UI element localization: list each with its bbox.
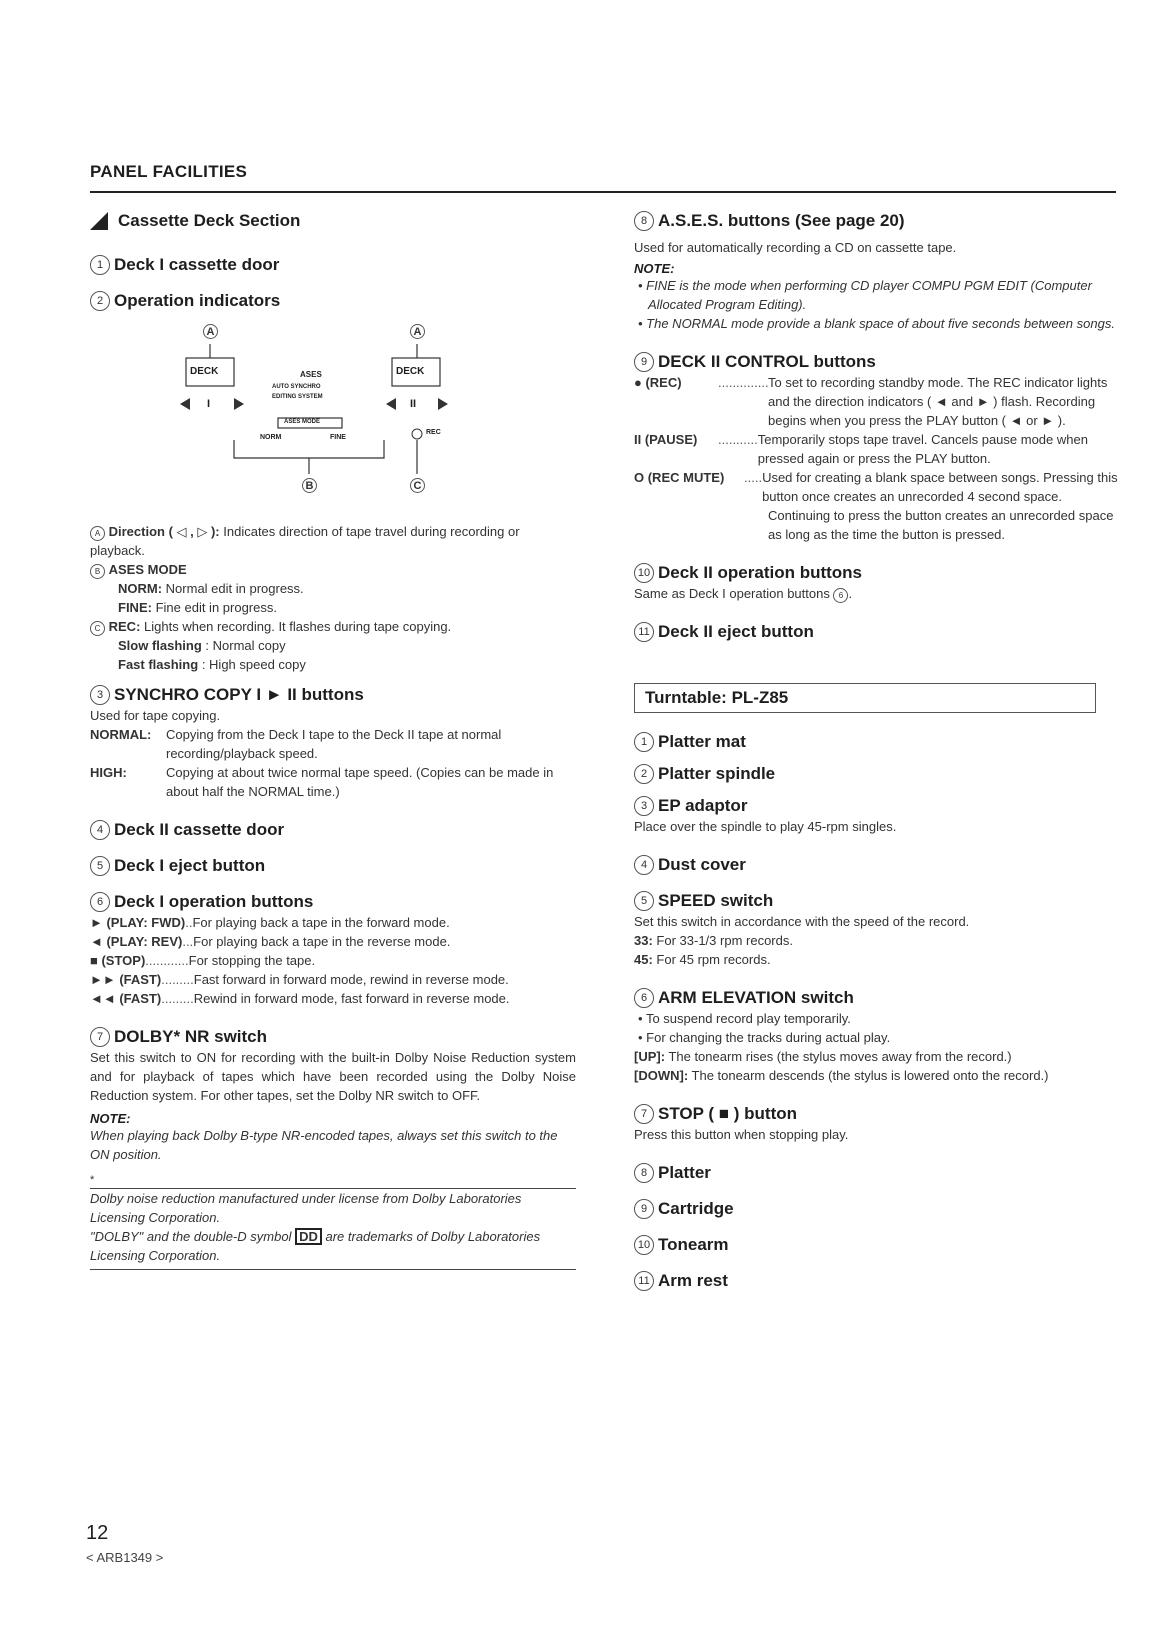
item-tonearm: 10 Tonearm (634, 1234, 1120, 1256)
ases-label: ASES (300, 370, 322, 379)
op-row: ■ (STOP) ............ For stopping the tape. (90, 953, 316, 968)
header-rule (90, 191, 1116, 193)
cassette-deck-section-heading: Cassette Deck Section (90, 210, 576, 232)
number-badge: 10 (634, 1235, 654, 1255)
item-deck2-eject: 11 Deck II eject button (634, 621, 1120, 643)
number-badge: 7 (634, 1104, 654, 1124)
cassette-icon (90, 212, 108, 230)
callout-b: B (302, 478, 317, 493)
item-platter-mat: 1 Platter mat (634, 731, 1120, 753)
number-badge: 3 (634, 796, 654, 816)
item-deck2-control: 9 DECK II CONTROL buttons (634, 351, 1120, 373)
op-row: ►► (FAST) ......... Fast forward in forward mode, rewind in reverse mode. (90, 972, 509, 987)
deck2-numeral: II (410, 398, 417, 410)
number-badge: 5 (634, 891, 654, 911)
op-row: ◄ (PLAY: REV) ... For playing back a tape in the reverse mode. (90, 934, 451, 949)
item-deck1-operation: 6 Deck I operation buttons (90, 891, 576, 913)
number-badge: 3 (90, 685, 110, 705)
item-deck1-door: 1 Deck I cassette door (90, 254, 576, 276)
page-number: 12 (86, 1522, 109, 1544)
deck1-numeral: I (207, 398, 211, 410)
norm-label: NORM (260, 434, 282, 441)
item-arm-rest: 11 Arm rest (634, 1270, 1120, 1292)
item-deck1-eject: 5 Deck I eject button (90, 855, 576, 877)
number-badge: 5 (90, 856, 110, 876)
item-ep-adaptor: 3 EP adaptor (634, 795, 1120, 817)
number-badge: 8 (634, 1163, 654, 1183)
normal-row: NORMAL: Copying from the Deck I tape to the Deck II tape at normal recording/playback speed. (90, 727, 502, 761)
item-operation-indicators: 2 Operation indicators (90, 290, 576, 312)
number-badge: 10 (634, 563, 654, 583)
indicator-legend: A Direction ( ◁ , ▷ ): Indicates direction of tape travel during recording or playback. B ASES MODE NORM: Normal edit in progress. FINE: Fine edit in progress. C REC: Lights when recording. It flashes during tape copying. Slow flashing : Normal copy Fast flashing : High speed copy (90, 524, 520, 672)
page-section-title: PANEL FACILITIES (90, 162, 248, 181)
item-platter-spindle: 2 Platter spindle (634, 763, 1120, 785)
item-speed-switch: 5 SPEED switch (634, 890, 1120, 912)
note-bullet: • FINE is the mode when performing CD player COMPU PGM EDIT (Computer Allocated Program Editing). (638, 278, 1092, 312)
indicator-diagram-lines (172, 322, 472, 512)
fine-label: FINE (330, 434, 346, 441)
note-bullet: • The NORMAL mode provide a blank space of about five seconds between songs. (638, 316, 1115, 331)
item-platter: 8 Platter (634, 1162, 1120, 1184)
deck2-label: DECK (396, 366, 425, 377)
number-badge: 9 (634, 352, 654, 372)
callout-a-left: A (203, 324, 218, 339)
number-badge: 6 (634, 988, 654, 1008)
item-synchro-copy: 3 SYNCHRO COPY I ► II buttons (90, 684, 576, 706)
number-badge: 4 (90, 820, 110, 840)
op-row: ► (PLAY: FWD) .. For playing back a tape in the forward mode. (90, 915, 450, 930)
pause-row: II (PAUSE) ........... Temporarily stops tape travel. Cancels pause mode when pressed again or press the PLAY button. (634, 432, 1088, 466)
callout-a-right: A (410, 324, 425, 339)
number-badge: 9 (634, 1199, 654, 1219)
number-badge: 4 (634, 855, 654, 875)
rec-mute-row: O (REC MUTE) ..... Used for creating a blank space between songs. Pressing this button once creates an unrecorded 4 second space. (634, 470, 1118, 504)
auto-synchro-label: AUTO SYNCHRO (272, 384, 321, 390)
number-badge: 2 (634, 764, 654, 784)
item-dolby-nr: 7 DOLBY* NR switch (90, 1026, 576, 1048)
item-ases-buttons: 8 A.S.E.S. buttons (See page 20) (634, 210, 1120, 232)
document-code: < ARB1349 > (86, 1550, 164, 1565)
item-deck2-door: 4 Deck II cassette door (90, 819, 576, 841)
item-dust-cover: 4 Dust cover (634, 854, 1120, 876)
number-badge: 11 (634, 622, 654, 642)
turntable-box: Turntable: PL-Z85 (634, 683, 1096, 713)
double-d-symbol: DD (295, 1228, 322, 1245)
number-badge: 11 (634, 1271, 654, 1291)
item-cartridge: 9 Cartridge (634, 1198, 1120, 1220)
number-badge: 8 (634, 211, 654, 231)
number-badge: 6 (90, 892, 110, 912)
item-stop-button: 7 STOP ( ■ ) button (634, 1103, 1120, 1125)
number-badge: 2 (90, 291, 110, 311)
indicator-diagram (172, 322, 472, 512)
rec-row: ● (REC) .............. To set to recording standby mode. The REC indicator lights and the direction indicators ( ◄ and ► ) flash. Recording begins when you press the PLAY button ( ◄ or ► ). (634, 375, 1108, 428)
left-column: Cassette Deck Section 1 Deck I cassette door 2 Operation indicators A A DECK DECK I II ASES AUTO SYNCHRO EDITING SYSTEM ASES MODE NORM FINE REC B C A Direction ( ◁ , ▷ ): Indicates direction of tape travel during recording or playback. B ASES MODE NORM: Normal edit in progress. FINE: Fine edit in progress. C REC: Lights when recording. It flashes during tape copying. Slow flashing : Normal copy Fast flashing : High speed copy 3 SYNCHRO COPY I ► II buttons Used for tape copying. NORMAL: Copying from the Deck I tape to the Deck II tape at normal recording/playback speed. HIGH: Copying at about twice normal tape speed. (Copies can be made in about half the NORMAL time.) 4 Deck II cassette door 5 Deck I eject button 6 Deck I operation buttons ► (PLAY: FWD) .. For playing back a tape in the forward mode. ◄ (PLAY: REV) ... For playing back a tape in the reverse mode. ■ (STOP) ............ For stopping the tape. ►► (FAST) ......... Fast forward in forward mode, rewind in reverse mode. ◄◄ (FAST) ......... Rewind in forward mode, fast forward in reverse mode. 7 DOLBY* NR switch Set this switch to ON for recording with the built-in Dolby Noise Reduction system and for playback of tapes which have been recorded using the Dolby Noise Reduction system. For other tapes, set the Dolby NR switch to OFF. NOTE: When playing back Dolby B-type NR-encoded tapes, always set this switch to the ON position. * Dolby noise reduction manufactured under license from Dolby Laboratories Licensing Corporation. "DOLBY" and the double-D symbol DD are trademarks of Dolby Laboratories Licensing Corporation. (90, 210, 576, 1270)
number-badge: 7 (90, 1027, 110, 1047)
deck1-label: DECK (190, 366, 219, 377)
right-column: 8 A.S.E.S. buttons (See page 20) Used for automatically recording a CD on cassette tape. NOTE: • FINE is the mode when performing CD player COMPU PGM EDIT (Computer Allocated Program Editing). • The NORMAL mode provide a blank space of about five seconds between songs. 9 DECK II CONTROL buttons ● (REC) .............. To set to recording standby mode. The REC indicator lights and the direction indicators ( ◄ and ► ) flash. Recording begins when you press the PLAY button ( ◄ or ► ). II (PAUSE) ........... Temporarily stops tape travel. Cancels pause mode when pressed again or press the PLAY button. O (REC MUTE) ..... Used for creating a blank space between songs. Pressing this button once creates an unrecorded 4 second space. Continuing to press the button creates an unrecorded space as long as the time the button is pressed. 10 Deck II operation buttons Same as Deck I operation buttons 6 . 11 Deck II eject button Turntable: PL-Z85 1 Platter mat 2 Platter spindle 3 EP adaptor Place over the spindle to play 45-rpm singles. 4 Dust cover 5 SPEED switch Set this switch in accordance with the speed of the record. 33: For 33-1/3 rpm records. 45: For 45 rpm records. 6 ARM ELEVATION switch • To suspend record play temporarily. • For changing the tracks during actual play. [UP]: The tonearm rises (the stylus moves away from the record.) [DOWN]: The tonearm descends (the stylus is lowered onto the record.) 7 STOP ( ■ ) button Press this button when stopping play. 8 Platter 9 Cartridge 10 Tonearm 11 Arm rest (634, 210, 1120, 1292)
number-badge: 1 (634, 732, 654, 752)
ases-mode-label: ASES MODE (284, 419, 321, 425)
rec-label: REC (426, 429, 441, 436)
op-row: ◄◄ (FAST) ......... Rewind in forward mode, fast forward in reverse mode. (90, 991, 510, 1006)
high-row: HIGH: Copying at about twice normal tape speed. (Copies can be made in about half the NORMAL time.) (90, 765, 554, 799)
dolby-footnote: * Dolby noise reduction manufactured under license from Dolby Laboratories Licensing Corporation. "DOLBY" and the double-D symbol DD are trademarks of Dolby Laboratories Licensing Corporation. (90, 1174, 576, 1270)
number-badge: 1 (90, 255, 110, 275)
callout-c: C (410, 478, 425, 493)
item-arm-elevation: 6 ARM ELEVATION switch (634, 987, 1120, 1009)
editing-system-label: EDITING SYSTEM (272, 394, 323, 400)
item-deck2-operation: 10 Deck II operation buttons (634, 562, 1120, 584)
